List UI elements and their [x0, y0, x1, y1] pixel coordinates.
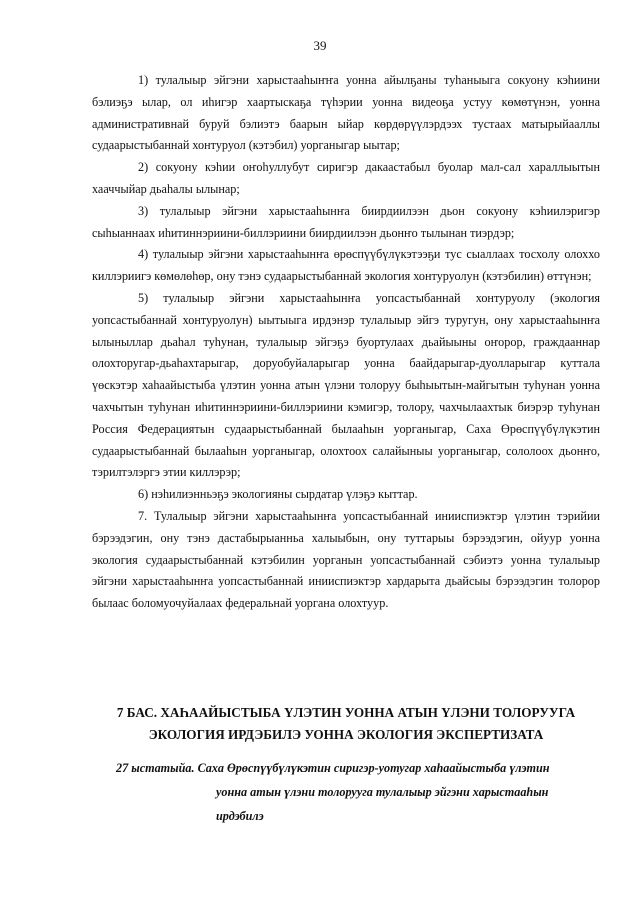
- chapter-title-line-1: 7 БАС. ХАҺААЙЫСТЫБА ҮЛЭТИН УОННА АТЫН ҮЛЭНИ ТОЛОРУУГА: [116, 705, 576, 720]
- article-heading-line-3: ирдэбилэ: [216, 809, 264, 823]
- paragraph-item-4: 4) тулалыыр эйгэни харыстааһынҥа өрөспүүбүлүкэтээҕи тус сыаллаах тосхолу олоххо киллэриигэ көмөлөһөр, ону тэнэ судаарыстыбаннай экология хонтуруолун (кэтэбилин) өттүнэн;: [92, 247, 600, 284]
- paragraph-item-5: 5) тулалыыр эйгэни харыстааһынҥа уопсастыбаннай хонтуруолу (экология уопсастыбаннай хонтуруолун) ыытыыга ирдэнэр тулалыыр эйгэ туругун, ону харыстааһынҥа ылыныллар дьаһал туһунан, тулалыыр эйгэҕэ буортулаах дьайыыны оҥорор, граждааннар олохторугар-дьаһахтарыгар, доруобуйаларыгар уонна баайдарыгар-дуолларыгар куттала үөскэтэр хаһаайыстыба үлэтин уонна атын үлэни толоруу быһыытын-майгытын туһунан уонна чахчытын туһунан иһитиннэриини-биллэриини кэмигэр, толору, чахчылаахтык биэрэр туһунан Россия Федерациятын судаарыстыбаннай былааһын уорганыгар, Саха Өрөспүүбүлүкэтин судаарыстыбаннай былааһын уорганыгар, олохтоох салайыныы уорганыгар, сололоох дьонҥо, тэрилтэлэргэ этии киллэрэр;: [92, 290, 600, 480]
- body-text: [92, 70, 600, 615]
- article-heading: [92, 756, 600, 828]
- page-number: 39: [313, 38, 327, 53]
- paragraph-item-2: 2) сокуону кэһии оҥоһуллубут сиригэр дакаастабыл буолар мал-сал хараллыытын хааччыйар дьаһалы ылынар;: [92, 160, 600, 196]
- paragraph-item-3: 3) тулалыыр эйгэни харыстааһынҥа биирдиилээн дьон сокуону кэһиилэригэр сыһыаннаах иһитиннэриини-биллэриини биирдиилээн дьонҥо тылынан тиэрдэр;: [92, 203, 600, 240]
- paragraph-item-6: 6) нэһилиэнньэҕэ экологияны сырдатар үлэҕэ кыттар.: [138, 487, 418, 502]
- paragraph-item-7: 7. Тулалыыр эйгэни харыстааһынҥа уопсастыбаннай инииспиэктэр үлэтин тэрийии бэрээдэгин, ону тэнэ дастабырыанньа халыыбын, ону туттарыы бэрээдэгин, ойуур уонна экология судаарыстыбаннай кэтэбилин уорганын уопсастыбаннай сэбиэтэ уонна тулалыыр эйгэни харыстааһынҥа уопсастыбаннай инииспиэктэр хардарыта дьайсыы бэрээдэгин толорор былаас боломуочуйалаах федеральнай уоргана олохтуур.: [92, 508, 600, 611]
- chapter-title: [92, 702, 600, 746]
- paragraph-item-1: 1) тулалыыр эйгэни харыстааһыҥҥа уонна айылҕаны туһаныыга сокуону кэһиини бэлиэҕэ ылар, ол иһигэр хаартыскаҕа түһэрии уонна видеоҕа устуу көмөтүнэн, уонна административнай буруй бэлиэтэ баарын ыйар көрдөрүүлэрдээх тустаах матырыйааллы судаарыстыбаннай хонтуруол (кэтэбил) уорганыгар ыытар;: [92, 73, 600, 153]
- article-heading-line-1: 27 ыстатыйа. Саха Өрөспүүбүлүкэтин сиригэр-уотугар хаһаайыстыба үлэтин: [116, 761, 550, 775]
- article-heading-line-2: уонна атын үлэни толорууга тулалыыр эйгэни харыстааһын: [216, 785, 549, 799]
- chapter-title-line-2: ЭКОЛОГИЯ ИРДЭБИЛЭ УОННА ЭКОЛОГИЯ ЭКСПЕРТИЗАТА: [148, 727, 544, 742]
